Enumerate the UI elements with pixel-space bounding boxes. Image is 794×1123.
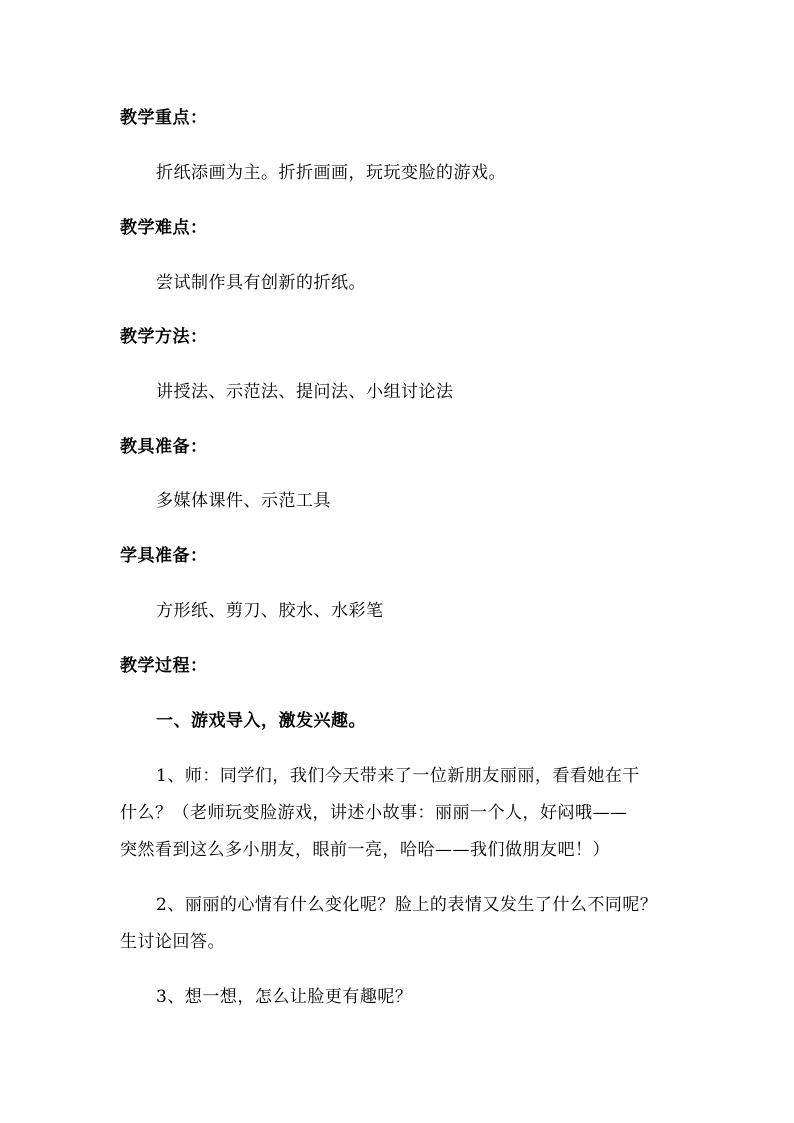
heading-methods: 教学方法： [120, 327, 208, 347]
body-methods: 讲授法、示范法、提问法、小组讨论法 [156, 382, 454, 402]
item1-line3: 突然看到这么多小朋友，眼前一亮，哈哈——我们做朋友吧！） [120, 840, 610, 860]
body-student-materials: 方形纸、剪刀、胶水、水彩笔 [156, 601, 384, 621]
body-teaching-aids: 多媒体课件、示范工具 [156, 491, 331, 511]
item1-line1: 1、师：同学们，我们今天带来了一位新朋友丽丽，看看她在干 [156, 766, 640, 786]
item1-line2: 什么？（老师玩变脸游戏，讲述小故事：丽丽一个人，好闷哦—— [120, 803, 628, 823]
item2-line2: 生讨论回答。 [120, 932, 225, 952]
item3: 3、想一想，怎么让脸更有趣呢？ [156, 987, 413, 1007]
heading-difficulties: 教学难点： [120, 218, 208, 238]
heading-teaching-aids: 教具准备： [120, 437, 208, 457]
heading-process: 教学过程： [120, 656, 208, 676]
body-key-points: 折纸添画为主。折折画画，玩玩变脸的游戏。 [156, 163, 506, 183]
step-title: 一、游戏导入，激发兴趣。 [156, 711, 366, 731]
heading-key-points: 教学重点： [120, 108, 208, 128]
item2-line1: 2、丽丽的心情有什么变化呢？脸上的表情又发生了什么不同呢？ [156, 895, 658, 915]
body-difficulties: 尝试制作具有创新的折纸。 [156, 273, 366, 293]
heading-student-materials: 学具准备： [120, 546, 208, 566]
